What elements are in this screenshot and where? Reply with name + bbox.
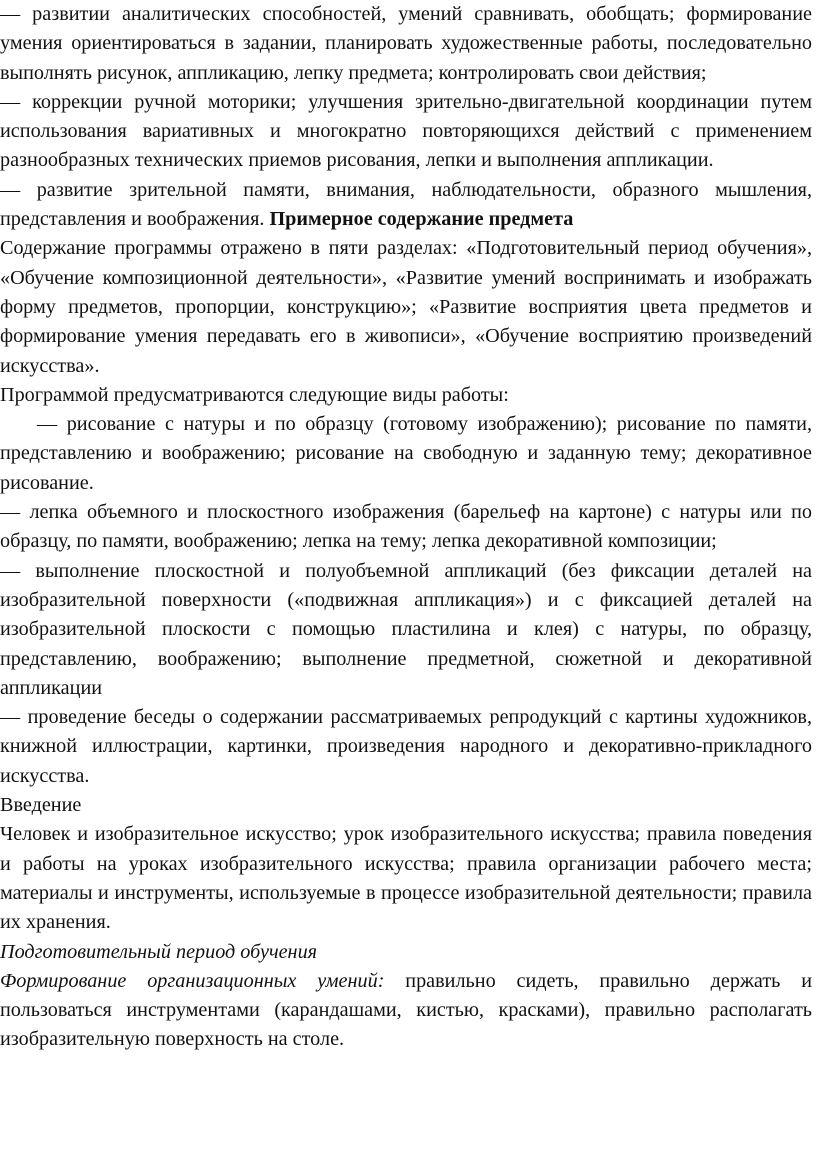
paragraph-program-sections: Содержание программы отражено в пяти разделах: «Подготовительный период обучения», «Обучение композиционной деятельности», «Развитие умений воспринимать и изображать форму предметов, пропорции, конструкцию»; «Развитие восприятия цвета предметов и формирование умения передавать его в живописи», «Обучение восприятию произведений искусства». [0,237,812,377]
organizational-skills-text: правильно сидеть, правильно держать и пользоваться инструментами (карандашами, кистью, красками), правильно располагать изобразительную поверхность на столе. [0,969,812,1051]
organizational-skills-label: Формирование организационных умений: [0,969,385,992]
paragraph-visual-memory [0,176,812,235]
paragraph-visual-memory-text: — развитие зрительной памяти, внимания, наблюдательности, образного мышления, представления и воображения. [0,178,812,231]
paragraph-modeling: — лепка объемного и плоскостного изображения (барельеф на картоне) с натуры или по образцу, по памяти, воображению; лепка на тему; лепка декоративной композиции; [0,501,812,553]
paragraph-analytical-abilities: — развитии аналитических способностей, умений сравнивать, обобщать; формирование умения ориентироваться в задании, планировать художественные работы, последовательно выполнять рисунок, аппликацию, лепку предмета; контролировать свои действия; [0,3,812,84]
paragraph-introduction: Человек и изобразительное искусство; урок изобразительного искусства; правила поведения и работы на уроках изобразительного искусства; правила организации рабочего места; материалы и инструменты, используемые в процессе изобразительной деятельности; правила их хранения. [0,823,812,934]
paragraph-motor-correction: — коррекции ручной моторики; улучшения зрительно-двигательной координации путем использования вариативных и многократно повторяющихся действий с применением разнообразных технических приемов рисования, лепки и выполнения аппликации. [0,90,812,172]
paragraph-drawing: — рисование с натуры и по образцу (готовому изображению); рисование по памяти, представлению и воображению; рисование на свободную и заданную тему; декоративное рисование. [0,413,812,494]
section-heading-content: Примерное содержание предмета [269,208,574,231]
heading-introduction: Введение [0,794,82,817]
paragraph-conversation: — проведение беседы о содержании рассматриваемых репродукций с картины художников, книжной иллюстрации, картинки, произведения народного и декоративно-прикладного искусства. [0,706,812,787]
paragraph-work-types-intro: Программой предусматриваются следующие виды работы: [0,383,509,406]
paragraph-applique: — выполнение плоскостной и полуобъемной аппликаций (без фиксации деталей на изобразительной поверхности («подвижная аппликация») и с фиксацией деталей на изобразительной плоскости с помощью пластилина и клея) с натуры, по образцу, представлению, воображению; выполнение предметной, сюжетной и декоративной аппликации [0,559,812,699]
paragraph-organizational-skills [0,967,812,1055]
heading-preparatory-period: Подготовительный период обучения [0,940,318,963]
